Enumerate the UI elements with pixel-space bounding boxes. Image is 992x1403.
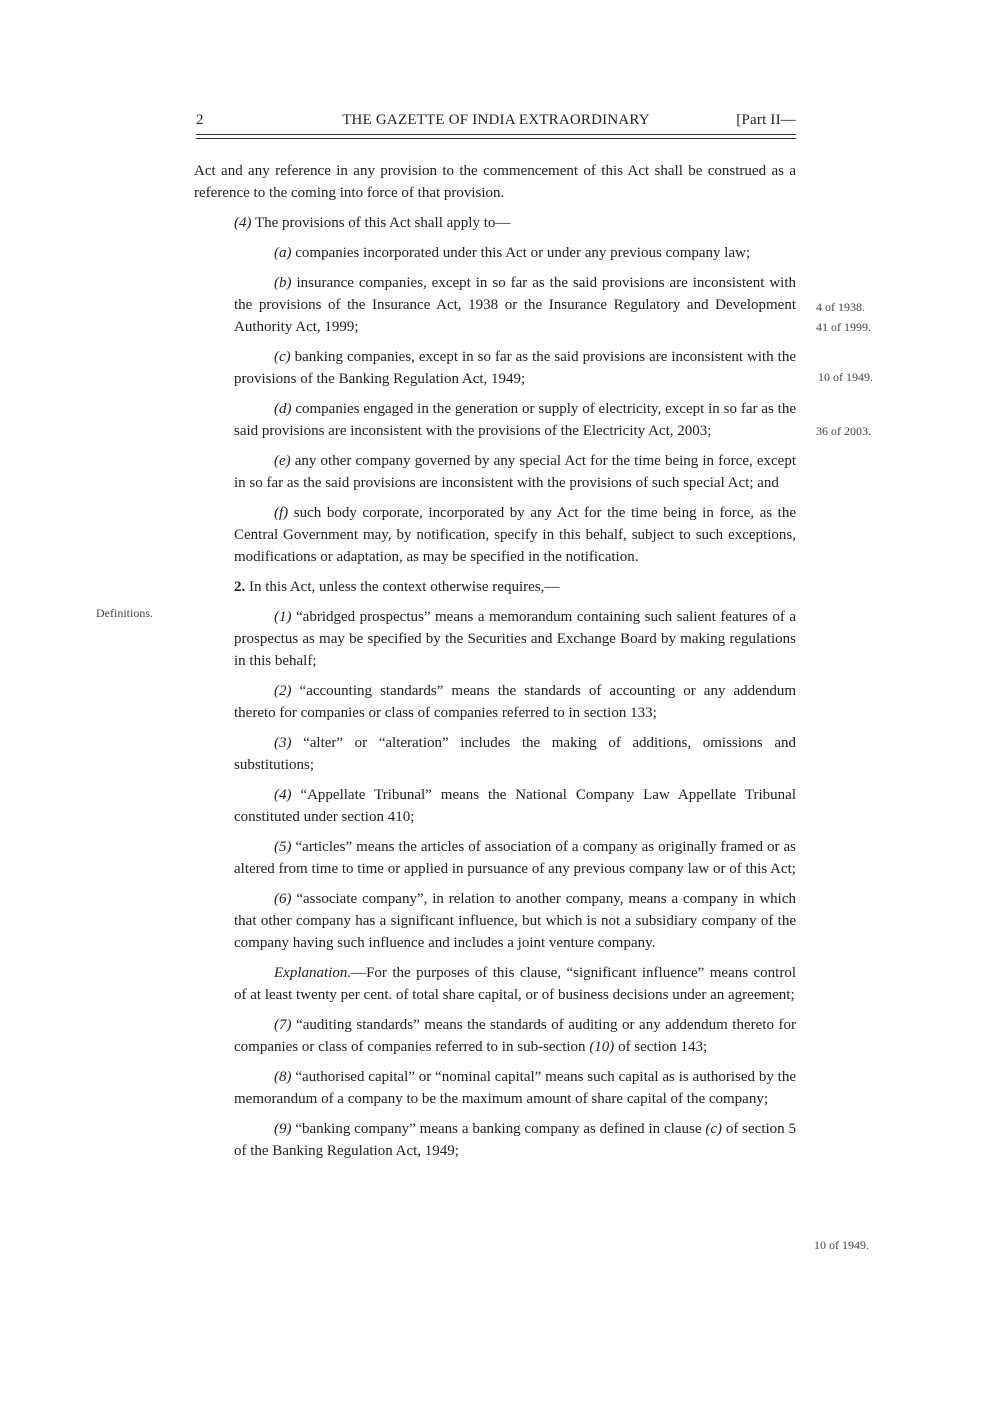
body-text: [194, 160, 796, 1170]
clause-e: (e) any other company governed by any special Act for the time being in force, except in so far as the said provisions are inconsistent with the provisions of such special Act; and: [234, 453, 796, 491]
definition-8: (8) “authorised capital” or “nominal capital” means such capital as is authorised by the memorandum of a company to be the maximum amount of share capital of the company;: [234, 1069, 796, 1107]
clause-d: (d) companies engaged in the generation or supply of electricity, except in so far as the said provisions are inconsistent with the provisions of the Electricity Act, 2003;: [234, 401, 796, 439]
explanation: Explanation.—For the purposes of this clause, “significant influence” means control of at least twenty per cent. of total share capital, or of business decisions under an agreement;: [234, 965, 796, 1003]
margin-note-irda-act: 41 of 1999.: [816, 320, 871, 334]
page-number: 2: [196, 112, 204, 128]
definition-7: (7) “auditing standards” means the standards of auditing or any addendum thereto for companies or class of companies referred to in sub-section (10) of section 143;: [234, 1017, 796, 1055]
definition-1: (1) “abridged prospectus” means a memorandum containing such salient features of a prospectus as may be specified by the Securities and Exchange Board by making regulations in this behalf;: [234, 609, 796, 669]
margin-note-banking-act: 10 of 1949.: [818, 370, 873, 384]
subsection-4: (4) The provisions of this Act shall apply to—: [234, 215, 511, 231]
margin-note-insurance-act: 4 of 1938.: [816, 300, 865, 314]
clause-c: (c) banking companies, except in so far as the said provisions are inconsistent with the provisions of the Banking Regulation Act, 1949;: [234, 349, 796, 387]
part-label: [Part II—: [736, 112, 796, 128]
definition-4: (4) “Appellate Tribunal” means the National Company Law Appellate Tribunal constituted under section 410;: [234, 787, 796, 825]
definition-6: (6) “associate company”, in relation to another company, means a company in which that other company has a significant influence, but which is not a subsidiary company of the company having such influence and includes a joint venture company.: [234, 891, 796, 951]
definition-5: (5) “articles” means the articles of association of a company as originally framed or as altered from time to time or applied in pursuance of any previous company law or of this Act;: [234, 839, 796, 877]
clause-f: (f) such body corporate, incorporated by any Act for the time being in force, as the Central Government may, by notification, specify in this behalf, subject to such exceptions, modifications or adaptation, as may be specified in the notification.: [234, 505, 796, 565]
margin-note-banking-act-2: 10 of 1949.: [814, 1238, 869, 1252]
margin-note-electricity-act: 36 of 2003.: [816, 424, 871, 438]
definition-3: (3) “alter” or “alteration” includes the making of additions, omissions and substitutions;: [234, 735, 796, 773]
page-header: [196, 112, 796, 132]
clause-b: (b) insurance companies, except in so far as the said provisions are inconsistent with the provisions of the Insurance Act, 1938 or the Insurance Regulatory and Development Authority Act, 1999;: [234, 275, 796, 335]
header-rule-bottom: [196, 138, 796, 139]
clause-a: (a) companies incorporated under this Act or under any previous company law;: [274, 245, 751, 261]
continuation-paragraph: Act and any reference in any provision to the commencement of this Act shall be construed as a reference to the coming into force of that provision.: [194, 163, 796, 201]
definition-2: (2) “accounting standards” means the standards of accounting or any addendum thereto for companies or class of companies referred to in section 133;: [234, 683, 796, 721]
margin-label-definitions: Definitions.: [96, 606, 153, 620]
gazette-title: THE GAZETTE OF INDIA EXTRAORDINARY: [342, 112, 650, 128]
section-2: 2. In this Act, unless the context otherwise requires,—: [234, 579, 560, 595]
definition-9: (9) “banking company” means a banking company as defined in clause (c) of section 5 of the Banking Regulation Act, 1949;: [234, 1121, 797, 1159]
header-rule-top: [196, 134, 796, 135]
